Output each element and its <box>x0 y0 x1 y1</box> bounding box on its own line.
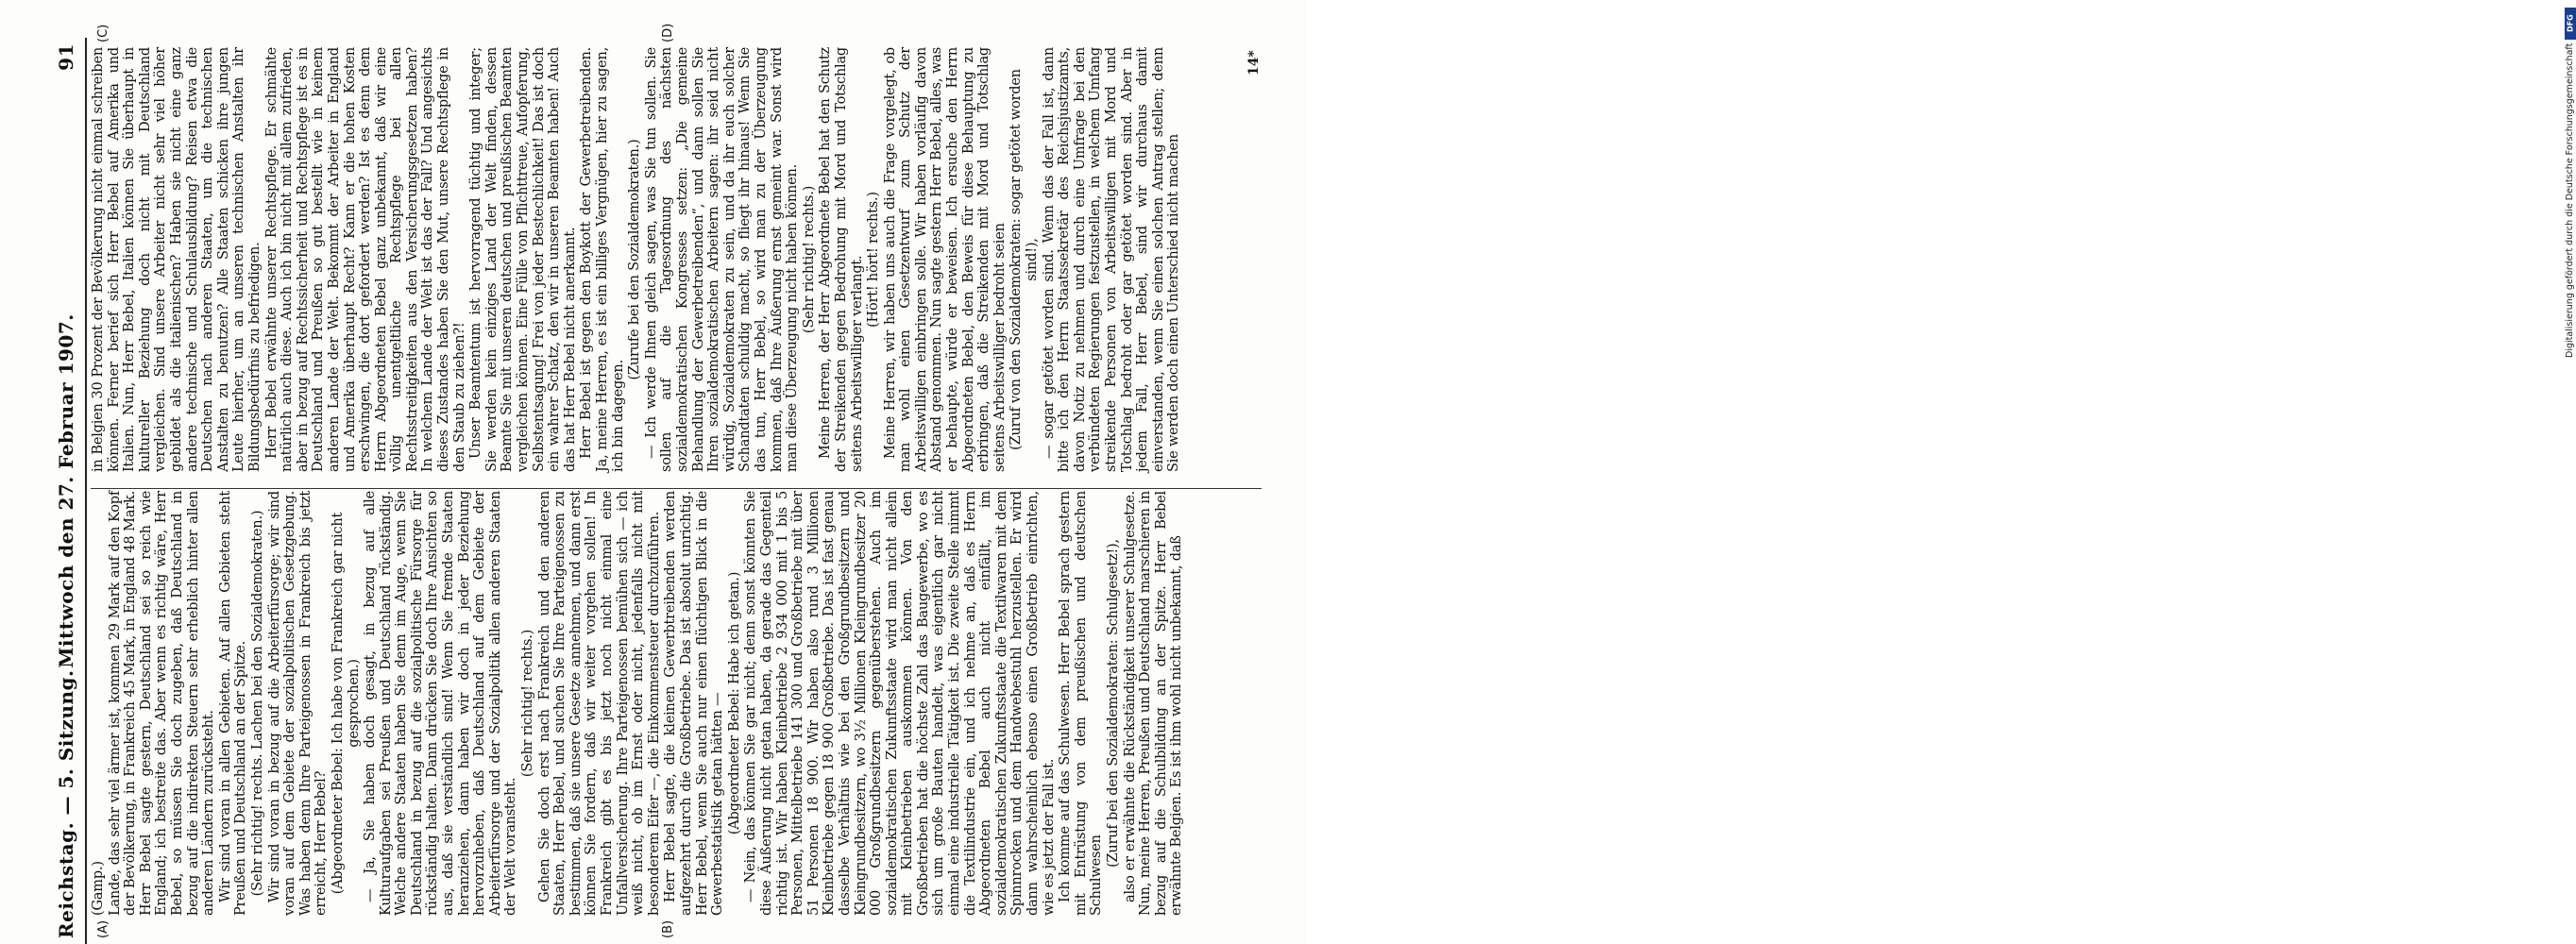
margin-marker-a: (A) <box>96 919 110 938</box>
paragraph: Wir sind voran in allen Gebieten. Auf allen Gebieten steht Preußen und Deutschland an der Spitze. <box>217 491 249 916</box>
paragraph: — Nein, das können Sie gar nicht; denn sonst könnten Sie diese Äußerung nicht getan haben, da gerade das Gegenteil richtig ist. Wir haben Kleinbetriebe 2 934 000 mit 1 bis 5 Personen, Mittelbetriebe 141 300 und Großbetriebe mit über 51 Personen 18 900. Wir haben also rund 3 Millionen Kleinbetriebe gegen 18 900 Großbetriebe. Das ist fast genau dasselbe Verhältnis wie bei den Großgrundbesitzern und Kleingrundbesitzern, wo 3½ Millionen Kleingrundbesitzer 20 000 Großgrundbesitzern gegenüberstehen. Auch im sozialdemokratischen Zukunftsstaate wird man nicht allein mit Kleinbetrieben auskommen können. Von den Großbetrieben hat die höchste Zahl das Baugewerbe, wo es sich um große Bauten handelt, was eigentlich gar nicht einmal eine industrielle Tätigkeit ist. Die zweite Stelle nimmt die Textilindustrie ein, und ich nehme an, daß es Herrn Abgeordneten Bebel auch nicht einfällt, im sozialdemokratischen Zukunftsstaate die Textilwaren mit dem Spinnrocken und dem Handwebestuhl herzustellen. Er wird dann wahrscheinlich ebenso einen Großbetrieb einrichten, wie es jetzt der Fall ist. <box>743 491 1057 916</box>
digitization-note: Digitalisierung gefördert durch die Deutsche Forschungsgemeinschaft <box>2565 43 2575 359</box>
paragraph: (Hört! hört! rechts.) <box>866 192 882 328</box>
margin-marker-d: (D) <box>661 23 675 42</box>
paragraph: Herr Bebel ist gegen den Boykott der Gewerbetreibenden. Ja, meine Herren, es ist ein billiges Vergnügen, hier zu sagen, ich bin dagegen. <box>579 47 626 472</box>
speaker-tag: (Gamp.) <box>91 861 106 916</box>
paragraph: (Zurufe bei den Sozialdemokraten.) <box>627 139 643 380</box>
column-divider <box>91 488 1262 489</box>
text-column-left <box>91 491 1271 916</box>
paragraph: (Sehr richtig! rechts.) <box>801 185 817 334</box>
paragraph: — sogar getötet worden sind. Wenn das der Fall ist, dann bitte ich den Herrn Staatssekretär des Reichsjustizamts, davon Notiz zu nehmen und durch eine Umfrage bei den verbündeten Regierungen festzustellen, in welchem Umfang streikende Personen von Arbeitswilligen mit Mord und Totschlag bedroht oder gar getötet worden sind. Aber in jedem Fall, Herr Bebel, sind wir durchaus damit einverstanden, wenn Sie einen solchen Antrag stellen; denn Sie werden doch einen Unterschied nicht machen <box>1041 47 1182 472</box>
paragraph: (Sehr richtig! rechts. Lachen bei den Sozialdemokraten.) <box>249 510 265 897</box>
paragraph: (Abgeordneter Bebel: Ich habe von Frankreich gar nicht gesprochen.) <box>330 512 362 895</box>
page-number: 91 <box>55 43 77 71</box>
paragraph: in Belgien 30 Prozent der Bevölkerung nicht einmal schreiben können. Ferner berief sich Herr Bebel auf Amerika und Italien. Nun, Herr Bebel, Italien können Sie überhaupt in kultureller Beziehung doch nicht mit Deutschland vergleichen. Sind unsere Arbeiter nicht sehr viel höher gebildet als die italienischen? Haben sie nicht eine ganz andere technische und Schulausbildung? Reisen etwa die Deutschen nach anderen Staaten, um die technischen Anstalten zu benutzen? Alle Staaten schicken ihre jungen Leute hierher, um an unseren technischen Anstalten ihr Bildungsbedürfnis zu befriedigen. <box>91 47 263 472</box>
text-column-right <box>91 47 1271 472</box>
header-rule <box>85 38 87 944</box>
paragraph: Meine Herren, der Herr Abgeordnete Bebel hat den Schutz der Streikenden gegen Bedrohung mit Mord und Totschlag seitens Arbeitswilliger verlangt. <box>818 47 865 472</box>
paragraph: also er erwähnte die Rückständigkeit unserer Schulgesetze. Nun, meine Herren, Preußen und Deutschland marschieren in bezug auf die Schulbildung an der Spitze. Herr Bebel erwähnte Belgien. Es ist ihm wohl nicht unbekannt, daß <box>1122 491 1185 916</box>
margin-marker-c: (C) <box>96 24 110 42</box>
paragraph: Herr Bebel erwähnte unserer Rechtspflege. Er schmähte natürlich auch diese. Auch ich bin nicht mit allem zufrieden, aber in bezug auf Rechtssicherheit und Rechtspflege ist es in Deutschland und Preußen so gut bestellt wie in keinem anderen Lande der Welt. Bekommt der Arbeiter in England und Amerika überhaupt Recht? Kann er die hohen Kosten erschwingen, die dort gefordert werden? Ist es denn dem Herrn Abgeordneten Bebel ganz unbekannt, daß wir eine völlig unentgeltliche Rechtspflege bei allen Rechtsstreitigkeiten aus den Versicherungsgesetzen haben? In welchem Lande der Welt ist das der Fall? Und angesichts dieses Zustandes haben Sie den Mut, unsere Rechtspflege in den Staub zu ziehen?! <box>263 47 467 472</box>
paragraph: Herr Bebel sagte, die kleinen Gewerbtreibenden werden aufgezehrt durch die Großbetriebe. Das ist absolut unrichtig. Herr Bebel, wenn Sie auch nur einen flüchtigen Blick in die Gewerbestatistik getan hätten — <box>663 491 726 916</box>
digitization-sidebar <box>1275 0 2575 944</box>
running-header <box>55 38 83 944</box>
header-date: Mittwoch den 27. Februar 1907. <box>55 313 77 668</box>
paragraph: Meine Herren, wir haben uns auch die Frage vorgelegt, ob man wohl einen Gesetzentwurf zum Schutz der Arbeitswilligen einbringen solle. Wir haben vorläufig davon Abstand genommen. Nun sagte gestern Herr Bebel, alles, was er behaupte, würde er beweisen. Ich ersuche den Herrn Abgeordneten Bebel, den Beweis für diese Behauptung zu erbringen, daß die Streikenden mit Mord und Totschlag seitens Arbeitswilliger bedroht seien <box>882 47 1008 472</box>
paragraph: (Sehr richtig! rechts.) <box>520 629 536 778</box>
header-left: Reichstag. — 5. Sitzung. <box>55 669 77 938</box>
paragraph: — Ich werde Ihnen gleich sagen, was Sie tun sollen. Sie sollen auf die Tagesordnung des nächsten sozialdemokratischen Kongresses setzen: „Die gemeine Behandlung der Gewerbetreibenden“, und dann sollen Sie Ihren sozialdemokratischen Arbeitern sagen: ihr seid nicht würdig, Sozialdemokraten zu sein, und da ihr euch solcher Schandtaten schuldig macht, so fliegt ihr hinaus! Wenn Sie das tun, Herr Bebel, so wird man zu der Überzeugung kommen, daß Ihre Äußerung ernst gemeint war. Sonst wird man diese Überzeugung nicht haben können. <box>643 47 801 472</box>
paragraph: (Abgeordneter Bebel: Habe ich getan.) <box>726 571 742 835</box>
paragraph: Lande, das sehr viel ärmer ist, kommen 29 Mark auf den Kopf der Bevölkerung, in Frankreich 45 Mark, in England 48 Mark. Herr Bebel sagte gestern, Deutschland sei so reich wie England; ich bestreite das. Aber wenn es richtig wäre, Herr Bebel, so müssen Sie doch zugeben, daß Deutschland in bezug auf die indirekten Steuern sehr erheblich hinter allen anderen Ländern zurücksteht. <box>107 491 217 916</box>
signature-mark: 14* <box>1246 50 1262 76</box>
paragraph: Unser Beamtentum ist hervorragend tüchtig und integer; Sie werden kein einziges Land der Welt finden, dessen Beamte Sie mit unseren deutschen und preußischen Beamten vergleichen können. Eine Fülle von Pflichttreue, Aufopferung, Selbstentsagung! Frei von jeder Bestechlichkeit! Das ist doch ein wahrer Schatz, den wir in unseren Beamten haben! Auch das hat Herr Bebel nicht anerkannt. <box>468 47 578 472</box>
dfg-logo: DFG <box>2565 8 2576 40</box>
rotated-page <box>38 23 1275 944</box>
paragraph: Gehen Sie doch erst nach Frankreich und den anderen Staaten, Herr Bebel, und suchen Sie Ihre Parteigenossen zu bestimmen, daß sie unsere Gesetze annehmen, und dann erst können Sie fordern, daß wir weiter vorgehen sollen! In Frankreich gibt es bis jetzt noch nicht einmal eine Unfallversicherung. Ihre Parteigenossen bemühen sich — ich weiß nicht, ob im Ernst oder nicht, jedenfalls nicht mit besonderem Eifer —, die Einkommensteuer durchzuführen. <box>536 491 662 916</box>
paragraph: (Zuruf bei den Sozialdemokraten: Schulgesetz!), <box>1106 539 1121 868</box>
paragraph: (Zuruf von den Sozialdemokraten: sogar getötet worden sind!), <box>1008 69 1041 450</box>
paragraph: — Ja, Sie haben doch gesagt, in bezug auf alle Kulturaufgaben sei Preußen und Deutschland rückständig. Welche andere Staaten haben Sie denn im Auge, wenn Sie Deutschland in bezug auf die sozialpolitische Fürsorge für rückständig halten. Dann drücken Sie doch Ihre Ansichten so aus, daß sie verständlich sind! Wenn Sie fremde Staaten heranziehen, dann haben wir doch in jeder Beziehung hervorzuheben, daß Deutschland auf dem Gebiete der Arbeiterfürsorge und der Sozialpolitik allen anderen Staaten der Welt voransteht. <box>363 491 519 916</box>
margin-marker-b: (B) <box>661 919 675 938</box>
paragraph: Ich komme auf das Schulwesen. Herr Bebel sprach gestern mit Entrüstung von dem preußischen und deutschen Schulwesen <box>1058 491 1105 916</box>
column-left-body <box>108 491 1185 916</box>
column-right-body <box>91 47 1182 472</box>
paragraph: Wir sind voran in bezug auf die Arbeiterfürsorge; wir sind voran auf dem Gebiete der sozialpolitischen Gesetzgebung. Was haben denn Ihre Parteigenossen in Frankreich bis jetzt erreicht, Herr Bebel? <box>266 491 330 916</box>
